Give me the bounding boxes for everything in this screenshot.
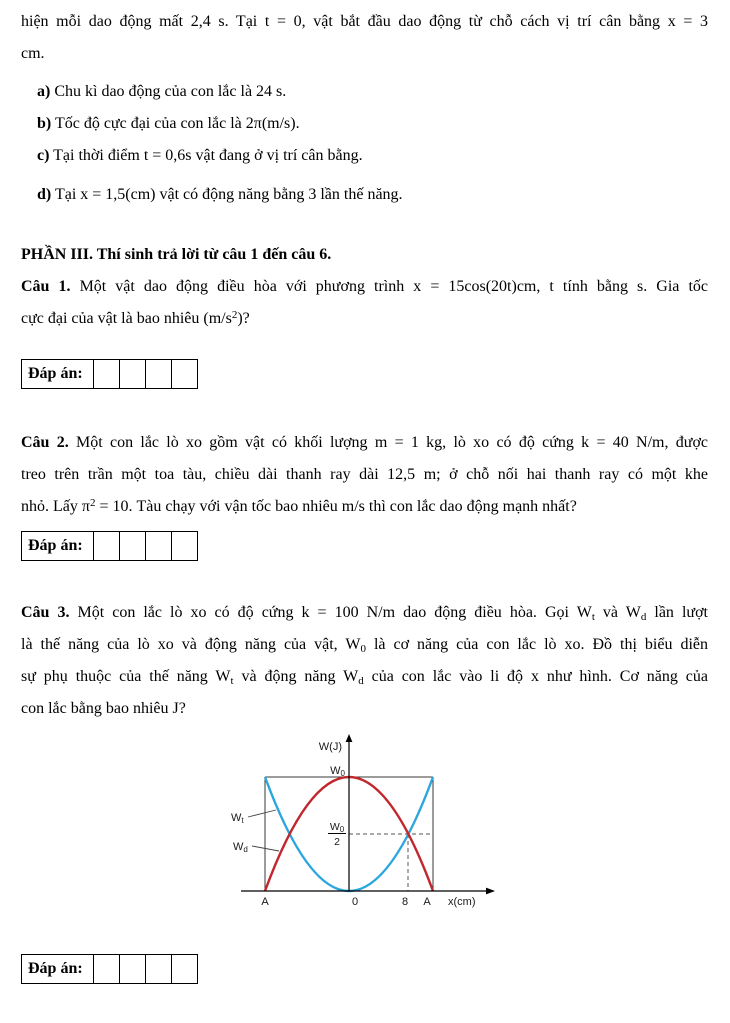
answer-cell[interactable] — [119, 955, 145, 984]
tick-plus-a: A — [423, 896, 431, 908]
question-1: Câu 1. Một vật dao động điều hòa với phương trình x = 15cos(20t)cm, t tính bằng s. Gia tốc cực đại của vật là bao nhiêu $(m/s^2)$? — [21, 278, 709, 327]
y-axis-arrow — [346, 734, 353, 742]
answer-cell[interactable] — [119, 360, 145, 389]
energy-chart — [227, 731, 519, 913]
answer-cell[interactable] — [171, 360, 197, 389]
answer-cell[interactable] — [145, 955, 171, 984]
statement-b: b) Tốc độ cực đại của con lắc là 2π(m/s). — [37, 115, 300, 132]
y-axis-label: W(J) — [318, 741, 342, 753]
tick-eight: 8 — [401, 896, 409, 908]
answer-label: Đáp án: — [22, 360, 94, 389]
answer-box-q2 — [21, 531, 198, 561]
statement-list — [21, 76, 708, 211]
tick-minus-a: A — [261, 896, 269, 908]
answer-label: Đáp án: — [22, 955, 94, 984]
section-header: PHẦN III. Thí sinh trả lời từ câu 1 đến câu 6. — [21, 246, 332, 263]
answer-cell[interactable] — [171, 532, 197, 561]
intro-paragraph: hiện mỗi dao động mất 2,4 s. Tại t = 0, vật bắt đầu dao động từ chỗ cách vị trí cân bằng x = 3 cm. — [21, 13, 708, 62]
x-axis-label: x(cm) — [448, 896, 476, 908]
statement-c: c) Tại thời điểm t = 0,6s vật đang ở vị trí cân bằng. — [37, 147, 363, 164]
wt-label: Wt — [231, 812, 244, 825]
answer-cell[interactable] — [145, 360, 171, 389]
question-3: Câu 3. Một con lắc lò xo có độ cứng k = 100 N/m dao động điều hòa. Gọi $W_t$ và $W_d$ lần lượt là thế năng của lò xo và động năng của vật, $W_0$ là cơ năng của con lắc lò xo. Đồ thị biểu diễn sự phụ thuộc của thế năng $W_t$ và động năng $W_d$ của con lắc vào li độ x như hình. Cơ năng của con lắc bằng bao nhiêu J? — [21, 604, 709, 717]
wd-label: Wd — [233, 841, 248, 854]
answer-cell[interactable] — [93, 532, 119, 561]
energy-graph-figure — [227, 731, 519, 918]
wt-pointer-line — [248, 810, 276, 817]
answer-label: Đáp án: — [22, 532, 94, 561]
answer-cell[interactable] — [93, 955, 119, 984]
answer-cell[interactable] — [93, 360, 119, 389]
answer-box-q1 — [21, 359, 198, 389]
statement-a: a) Chu kì dao động của con lắc là 24 s. — [37, 83, 287, 100]
answer-cell[interactable] — [119, 532, 145, 561]
w0-half-denominator: 2 — [334, 836, 340, 848]
tick-zero: 0 — [351, 896, 359, 908]
w0-half-numerator: W0 — [329, 821, 345, 834]
w0-label: W0 — [330, 765, 345, 778]
answer-cell[interactable] — [171, 955, 197, 984]
x-axis-arrow — [486, 888, 495, 895]
question-2: Câu 2. Một con lắc lò xo gồm vật có khối lượng m = 1 kg, lò xo có độ cứng k = 40 N/m, được treo trên trần một toa tàu, chiều dài thanh ray dài 12,5 m; ở chỗ nối hai thanh ray có một khe nhỏ. Lấy $\pi^2 = 10$. Tàu chạy với vận tốc bao nhiêu m/s thì con lắc dao động mạnh nhất? — [21, 434, 709, 515]
statement-d: d) Tại x = 1,5(cm) vật có động năng bằng 3 lần thế năng. — [37, 186, 403, 203]
answer-box-q3 — [21, 954, 198, 984]
answer-cell[interactable] — [145, 532, 171, 561]
